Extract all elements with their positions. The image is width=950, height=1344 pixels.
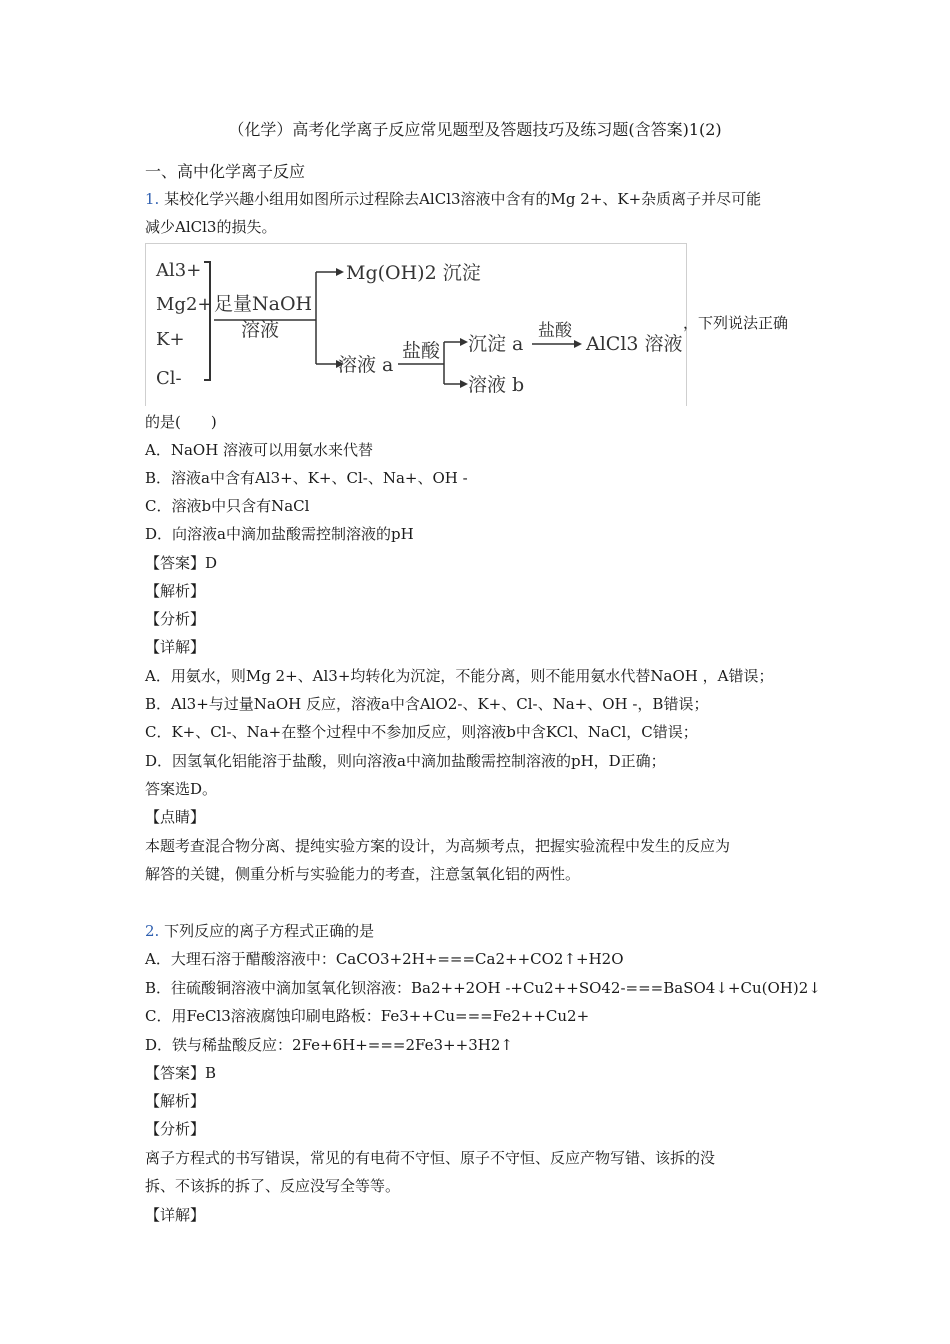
q2-option-b: B．往硫酸铜溶液中滴加氢氧化钡溶液：Ba2++2OH -+Cu2++SO42-===BaSO4↓+Cu(OH)2↓	[145, 979, 821, 997]
document-title: （化学）高考化学离子反应常见题型及答题技巧及练习题(含答案)1(2)	[228, 120, 722, 139]
ion-mg: Mg2+	[156, 294, 213, 315]
q1-answer: 【答案】D	[145, 554, 218, 572]
solution-b-label: 溶液 b	[468, 374, 525, 396]
q2-analysis-line1: 离子方程式的书写错误，常见的有电荷不守恒、原子不守恒、反应产物写错、该拆的没	[145, 1149, 716, 1167]
q1-detail-a: A．用氨水，则Mg 2+、Al3+均转化为沉淀，不能分离，则不能用氨水代替NaOH ，A错误；	[145, 667, 774, 685]
q1-number: 1.	[145, 190, 160, 208]
q1-stem-line1	[145, 189, 761, 209]
reagent1-line2: 溶液	[241, 319, 280, 341]
q2-stem	[145, 921, 374, 941]
q2-jiexi: 【解析】	[145, 1092, 206, 1110]
arrow-precip-head	[460, 338, 468, 346]
q1-stem-line3: 的是( )	[145, 413, 217, 431]
arrow-solb-head	[460, 380, 468, 388]
q2-stem-text: 下列反应的离子方程式正确的是	[164, 922, 375, 940]
ion-k: K+	[156, 329, 185, 350]
product1-label: Mg(OH)2 沉淀	[346, 262, 481, 284]
q1-jiexi: 【解析】	[145, 582, 206, 600]
q1-comment-line1: 本题考查混合物分离、提纯实验方案的设计，为高频考点，把握实验流程中发生的反应为	[145, 837, 731, 855]
q1-option-a: A．NaOH 溶液可以用氨水来代替	[145, 441, 374, 459]
q2-answer: 【答案】B	[145, 1064, 217, 1082]
q2-option-c: C．用FeCl3溶液腐蚀印刷电路板：Fe3++Cu===Fe2++Cu2+	[145, 1007, 590, 1025]
q2-analysis-line2: 拆、不该拆的拆了、反应没写全等等。	[145, 1177, 401, 1195]
reagent3-label: 盐酸	[538, 321, 572, 341]
reagent1-line1: 足量NaOH	[214, 293, 313, 315]
arrow-top-head	[336, 268, 344, 276]
q1-detail-c: C．K+、Cl-、Na+在整个过程中不参加反应，则溶液b中含KCl、NaCl，C错误；	[145, 723, 698, 741]
ion-al: Al3+	[156, 260, 202, 281]
reagent2-label: 盐酸	[402, 340, 441, 362]
q1-after-figure: ，下列说法正确	[683, 314, 789, 332]
q2-option-d: D．铁与稀盐酸反应：2Fe+6H+===2Fe3++3H2↑	[145, 1036, 513, 1054]
q1-option-c: C．溶液b中只含有NaCl	[145, 497, 310, 515]
q2-xiangjie: 【详解】	[145, 1206, 206, 1224]
q1-dianjing: 【点睛】	[145, 808, 206, 826]
product2-label: AlCl3 溶液	[586, 333, 683, 355]
q1-detail-b: B．Al3+与过量NaOH 反应，溶液a中含AlO2-、K+、Cl-、Na+、OH -，B错误；	[145, 695, 709, 713]
q1-stem-line2: 减少AlCl3的损失。	[145, 218, 277, 236]
q2-fenxi: 【分析】	[145, 1120, 206, 1138]
precip-a-label: 沉淀 a	[468, 333, 524, 355]
q1-comment-line2: 解答的关键，侧重分析与实验能力的考查，注意氢氧化铝的两性。	[145, 865, 581, 883]
q1-detail-d: D．因氢氧化铝能溶于盐酸，则向溶液a中滴加盐酸需控制溶液的pH，D正确；	[145, 752, 666, 770]
ion-bracket	[204, 262, 210, 380]
ion-cl: Cl-	[156, 368, 182, 389]
flow-diagram-svg	[146, 244, 686, 406]
q2-number: 2.	[145, 922, 160, 940]
q2-option-a: A．大理石溶于醋酸溶液中：CaCO3+2H+===Ca2++CO2↑+H2O	[145, 950, 624, 968]
flow-diagram	[145, 243, 687, 406]
q1-fenxi: 【分析】	[145, 610, 206, 628]
q1-stem-text: 某校化学兴趣小组用如图所示过程除去AlCl3溶液中含有的Mg 2+、K+杂质离子并尽可能	[164, 190, 762, 208]
solution-a-label: 溶液 a	[338, 354, 394, 376]
section-heading: 一、高中化学离子反应	[145, 162, 306, 181]
q1-option-d: D．向溶液a中滴加盐酸需控制溶液的pH	[145, 525, 414, 543]
q1-xiangjie: 【详解】	[145, 638, 206, 656]
arrow-alcl3-head	[574, 340, 582, 348]
q1-option-b: B．溶液a中含有Al3+、K+、Cl-、Na+、OH -	[145, 469, 468, 487]
q1-detail-answer: 答案选D。	[145, 780, 218, 798]
